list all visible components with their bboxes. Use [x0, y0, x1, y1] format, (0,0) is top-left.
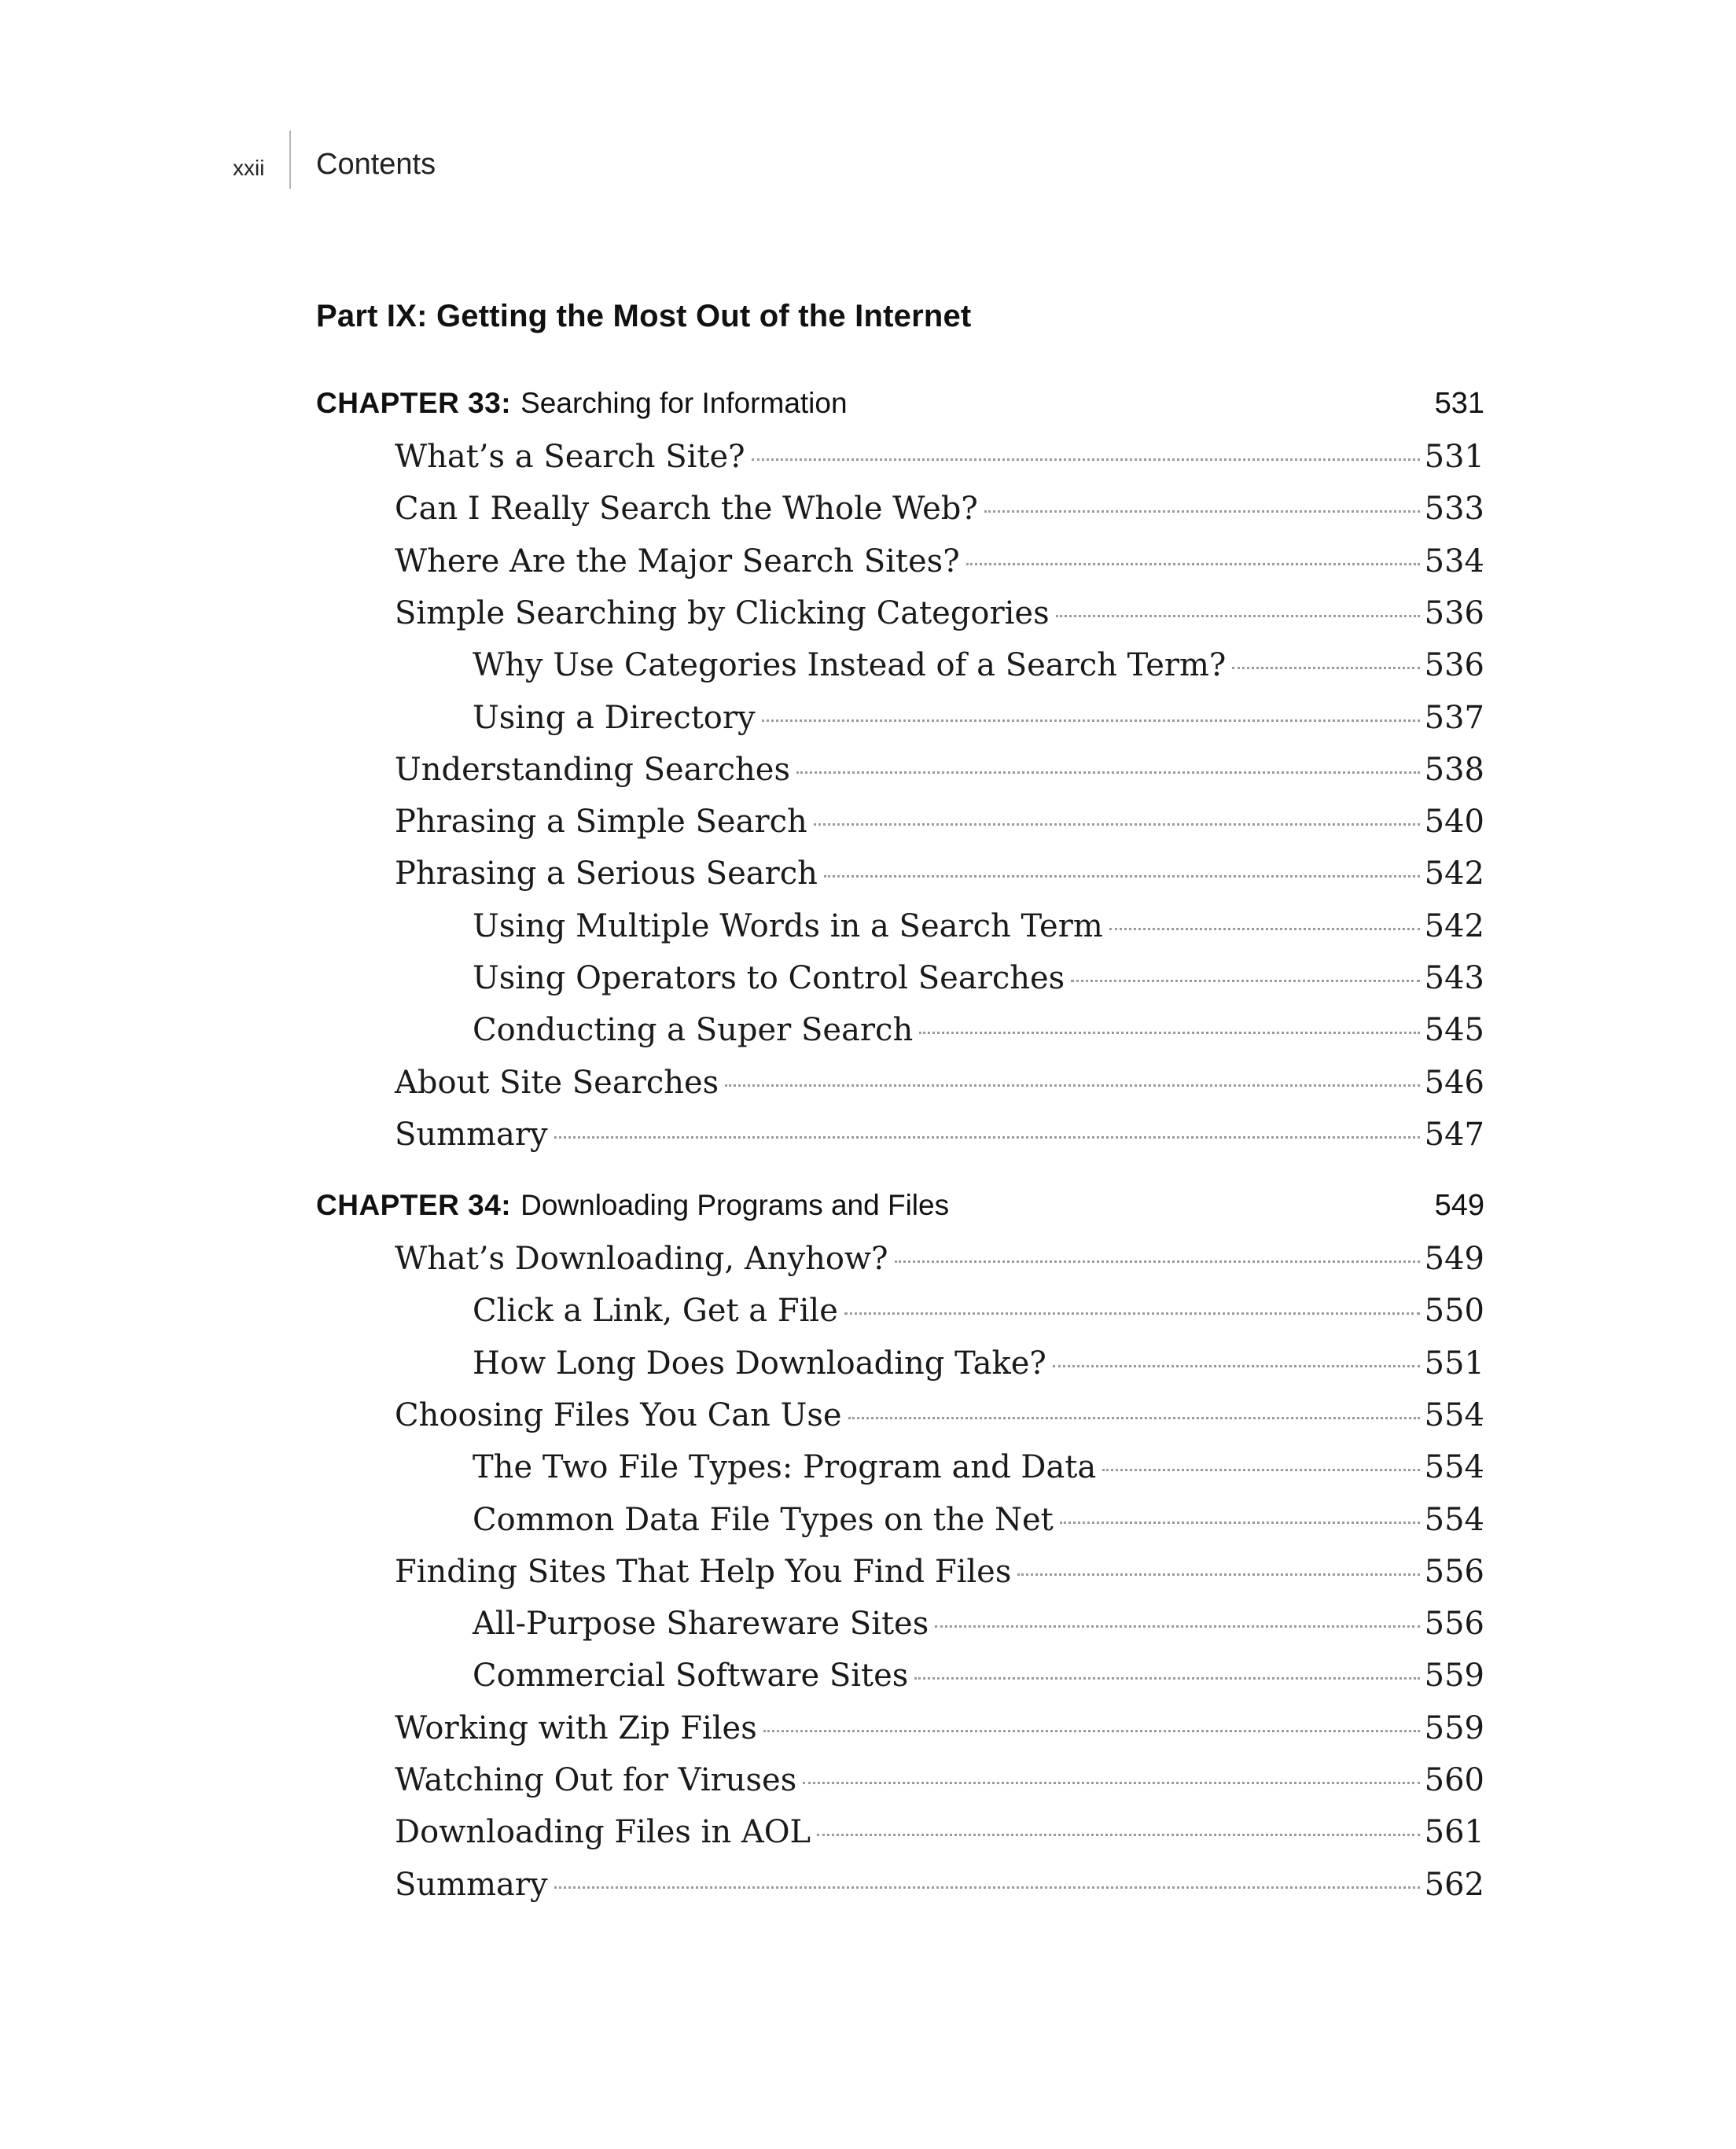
entry-page-number: 554 — [1424, 1501, 1484, 1538]
entry-page-number: 542 — [1424, 907, 1484, 944]
running-header-title: Contents — [316, 148, 436, 181]
dot-leader — [984, 510, 1420, 513]
toc-entry[interactable] — [395, 804, 1484, 851]
toc-subentry[interactable] — [473, 1012, 1484, 1059]
entry-title: The Two File Types: Program and Data — [473, 1449, 1097, 1486]
entry-page-number: 561 — [1424, 1814, 1484, 1851]
toc-subentry[interactable] — [473, 1658, 1484, 1705]
entry-title: Phrasing a Serious Search — [395, 856, 818, 892]
dot-leader — [1060, 1522, 1420, 1524]
chapter-page-number: 531 — [1434, 387, 1484, 420]
chapter-heading[interactable] — [316, 387, 1484, 432]
entry-page-number: 556 — [1424, 1606, 1484, 1643]
part-title: Part IX: Getting the Most Out of the Internet — [316, 299, 972, 333]
entry-title: Downloading Files in AOL — [395, 1814, 811, 1851]
entry-title: What’s a Search Site? — [395, 439, 745, 475]
chapter-page-number: 549 — [1434, 1189, 1484, 1222]
dot-leader — [1017, 1573, 1419, 1576]
toc-entry[interactable] — [395, 1554, 1484, 1601]
entry-title: Phrasing a Simple Search — [395, 804, 807, 841]
dot-leader — [554, 1136, 1420, 1139]
dot-leader — [848, 1417, 1420, 1419]
toc-subentry[interactable] — [473, 647, 1484, 694]
entry-page-number: 547 — [1424, 1116, 1484, 1153]
entry-page-number: 538 — [1424, 751, 1484, 788]
entry-page-number: 537 — [1424, 699, 1484, 736]
dot-leader — [762, 719, 1420, 722]
toc-subentry[interactable] — [473, 1345, 1484, 1393]
dot-leader — [763, 1730, 1420, 1732]
entry-title: Working with Zip Files — [395, 1709, 757, 1746]
entry-title: Choosing Files You Can Use — [395, 1396, 842, 1433]
dot-leader — [1056, 615, 1420, 617]
toc-subentry[interactable] — [473, 908, 1484, 955]
entry-title: What’s Downloading, Anyhow? — [395, 1241, 888, 1277]
entry-title: Using Multiple Words in a Search Term — [473, 907, 1103, 944]
page-number: xxii — [233, 156, 265, 180]
toc-entry[interactable] — [395, 543, 1484, 591]
entry-page-number: 559 — [1424, 1658, 1484, 1695]
toc-entry[interactable] — [395, 1867, 1484, 1914]
entry-title: Using a Directory — [473, 699, 756, 736]
toc-entry[interactable] — [395, 1241, 1484, 1288]
entry-page-number: 543 — [1424, 960, 1484, 996]
chapter-label: CHAPTER 33: — [316, 387, 512, 419]
entry-page-number: 562 — [1424, 1866, 1484, 1903]
chapter-heading[interactable] — [316, 1189, 1484, 1235]
toc-subentry[interactable] — [473, 960, 1484, 1007]
entry-title: Where Are the Major Search Sites? — [395, 543, 960, 580]
toc-subentry[interactable] — [473, 1449, 1484, 1496]
entry-page-number: 546 — [1424, 1064, 1484, 1101]
entry-page-number: 549 — [1424, 1241, 1484, 1277]
dot-leader — [1109, 928, 1420, 930]
entry-page-number: 542 — [1424, 856, 1484, 892]
dot-leader — [1071, 980, 1419, 982]
toc-subentry[interactable] — [473, 1293, 1484, 1340]
toc-entry[interactable] — [395, 1397, 1484, 1444]
entry-page-number: 540 — [1424, 804, 1484, 841]
dot-leader — [725, 1084, 1419, 1087]
entry-title: Commercial Software Sites — [473, 1658, 909, 1695]
toc-subentry[interactable] — [473, 1606, 1484, 1653]
entry-page-number: 533 — [1424, 491, 1484, 528]
toc-entry[interactable] — [395, 595, 1484, 642]
toc-entry[interactable] — [395, 1065, 1484, 1112]
chapter-label: CHAPTER 34: — [316, 1189, 512, 1221]
dot-leader — [803, 1782, 1419, 1784]
dot-leader — [1232, 667, 1419, 669]
dot-leader — [895, 1260, 1420, 1263]
entry-title: Understanding Searches — [395, 751, 790, 788]
entry-title: How Long Does Downloading Take? — [473, 1345, 1046, 1382]
entry-title: Using Operators to Control Searches — [473, 960, 1065, 996]
entry-page-number: 550 — [1424, 1293, 1484, 1330]
header-divider — [289, 131, 291, 189]
entry-title: Conducting a Super Search — [473, 1012, 914, 1049]
entry-title: Summary — [395, 1116, 548, 1153]
entry-page-number: 545 — [1424, 1012, 1484, 1049]
entry-page-number: 560 — [1424, 1762, 1484, 1798]
entry-title: Simple Searching by Clicking Categories — [395, 594, 1050, 631]
toc-subentry[interactable] — [473, 700, 1484, 747]
dot-leader — [844, 1312, 1420, 1315]
entry-title: Can I Really Search the Whole Web? — [395, 491, 978, 528]
entry-page-number: 556 — [1424, 1553, 1484, 1590]
dot-leader — [966, 563, 1420, 565]
toc-entry[interactable] — [395, 439, 1484, 486]
toc-entry[interactable] — [395, 1814, 1484, 1861]
chapter-title: Downloading Programs and Files — [520, 1189, 950, 1221]
dot-leader — [796, 771, 1420, 774]
dot-leader — [935, 1625, 1419, 1628]
entry-page-number: 536 — [1424, 647, 1484, 684]
entry-page-number: 536 — [1424, 594, 1484, 631]
dot-leader — [817, 1834, 1420, 1836]
entry-page-number: 531 — [1424, 439, 1484, 475]
page-header — [0, 0, 1736, 204]
toc-entry[interactable] — [395, 752, 1484, 799]
entry-page-number: 559 — [1424, 1709, 1484, 1746]
toc-entry[interactable] — [395, 1710, 1484, 1757]
toc-entry[interactable] — [395, 856, 1484, 903]
toc-entry[interactable] — [395, 491, 1484, 538]
dot-leader — [1053, 1365, 1420, 1367]
dot-leader — [752, 458, 1420, 461]
dot-leader — [824, 875, 1420, 878]
chapter-title: Searching for Information — [520, 387, 848, 419]
entry-page-number: 551 — [1424, 1345, 1484, 1382]
entry-page-number: 534 — [1424, 543, 1484, 580]
dot-leader — [554, 1886, 1420, 1889]
dot-leader — [914, 1677, 1419, 1680]
entry-title: Finding Sites That Help You Find Files — [395, 1553, 1012, 1590]
entry-title: Common Data File Types on the Net — [473, 1501, 1054, 1538]
entry-title: Why Use Categories Instead of a Search Term? — [473, 647, 1227, 684]
dot-leader — [1102, 1469, 1419, 1471]
entry-title: All-Purpose Shareware Sites — [473, 1606, 929, 1643]
entry-page-number: 554 — [1424, 1396, 1484, 1433]
entry-title: About Site Searches — [395, 1064, 719, 1101]
toc-entry[interactable] — [395, 1762, 1484, 1809]
toc-entry[interactable] — [395, 1117, 1484, 1164]
dot-leader — [919, 1032, 1419, 1034]
entry-page-number: 554 — [1424, 1449, 1484, 1486]
entry-title: Watching Out for Viruses — [395, 1762, 797, 1798]
toc-subentry[interactable] — [473, 1502, 1484, 1549]
entry-title: Click a Link, Get a File — [473, 1293, 838, 1330]
dot-leader — [814, 823, 1420, 826]
entry-title: Summary — [395, 1866, 548, 1903]
